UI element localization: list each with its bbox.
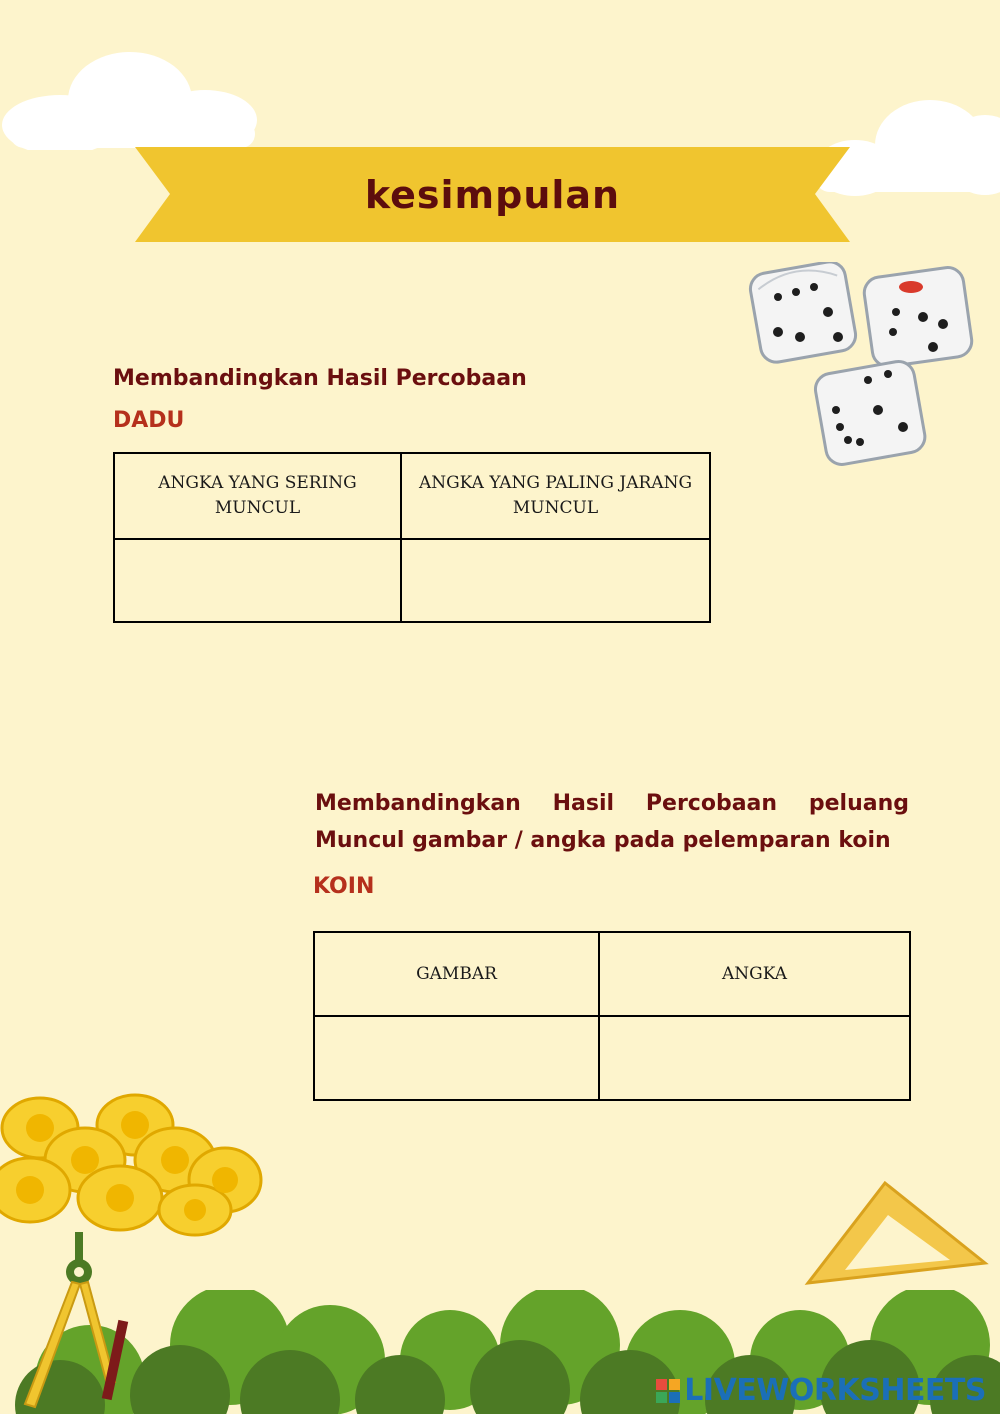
koin-label: KOIN xyxy=(313,874,375,899)
watermark-text: LIVEWORKSHEETS xyxy=(684,1373,986,1408)
dadu-table xyxy=(113,452,711,623)
koin-answer-gambar-input[interactable] xyxy=(325,1020,592,1096)
compass-illustration xyxy=(20,1232,135,1414)
koin-answer-gambar[interactable] xyxy=(314,1016,599,1100)
koin-header-angka: ANGKA xyxy=(599,932,910,1016)
koin-header-gambar: GAMBAR xyxy=(314,932,599,1016)
dadu-label: DADU xyxy=(113,408,185,433)
dadu-header-jarang: ANGKA YANG PALING JARANG MUNCUL xyxy=(401,453,710,539)
dadu-answer-jarang[interactable] xyxy=(401,539,710,622)
dadu-header-sering: ANGKA YANG SERING MUNCUL xyxy=(114,453,401,539)
dice-illustration xyxy=(748,262,983,472)
koin-heading-line2: Muncul gambar / angka pada pelemparan koin xyxy=(315,828,891,853)
dadu-answer-sering-input[interactable] xyxy=(125,543,394,618)
koin-answer-angka-input[interactable] xyxy=(610,1020,903,1096)
dadu-answer-jarang-input[interactable] xyxy=(412,543,703,618)
dadu-answer-sering[interactable] xyxy=(114,539,401,622)
dadu-heading: Membandingkan Hasil Percobaan xyxy=(113,366,527,391)
liveworksheets-logo-icon xyxy=(656,1379,680,1403)
set-square-illustration xyxy=(800,1175,990,1290)
page-title: kesimpulan xyxy=(364,172,621,217)
cloud-top-left xyxy=(0,40,270,150)
koin-table xyxy=(313,931,911,1101)
koin-heading-line1: Membandingkan Hasil Percobaan peluang xyxy=(315,791,909,816)
liveworksheets-watermark xyxy=(656,1373,986,1408)
gold-coins-illustration xyxy=(0,1090,265,1240)
koin-answer-angka[interactable] xyxy=(599,1016,910,1100)
